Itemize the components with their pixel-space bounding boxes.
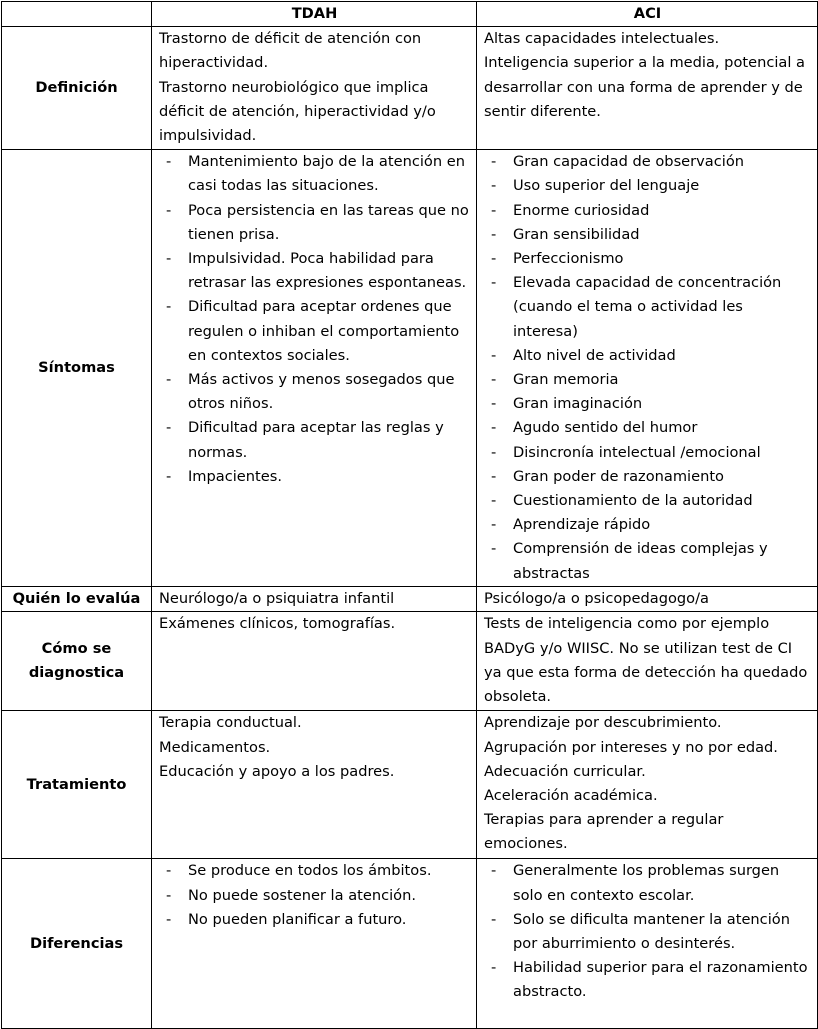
list-item: - Elevada capacidad de concentración (cuando el tema o actividad les interesa) <box>484 271 811 344</box>
table-body <box>2 27 818 1029</box>
row-label: Diferencias <box>2 859 152 1029</box>
list-item: - Agudo sentido del humor <box>484 416 811 440</box>
cell-line: Medicamentos. <box>159 738 271 756</box>
cell-line: Altas capacidades intelectuales. <box>484 30 720 48</box>
list-item: - Gran sensibilidad <box>484 223 811 247</box>
cell-line: Tests de inteligencia como por ejemplo BADyG y/o WIISC. No se utilizan test de CI ya que esta forma de detección ha quedado obsoleta. <box>484 615 808 706</box>
header-row <box>2 2 818 27</box>
comparison-table <box>1 1 818 1029</box>
aci-cell <box>477 27 818 150</box>
list-item: - Uso superior del lenguaje <box>484 174 811 198</box>
row-label: Tratamiento <box>2 711 152 859</box>
list-item: - Se produce en todos los ámbitos. <box>159 859 470 883</box>
list-item: - Gran poder de razonamiento <box>484 465 811 489</box>
tdah-cell <box>152 711 477 859</box>
cell-line: Aprendizaje por descubrimiento. <box>484 714 722 732</box>
cell-line: Agrupación por intereses y no por edad. <box>484 738 778 756</box>
list-item: - Solo se dificulta mantener la atención por aburrimiento o desinterés. <box>484 908 811 956</box>
cell-line: Terapias para aprender a regular emociones. <box>484 811 724 853</box>
cell-line: Terapia conductual. <box>159 714 302 732</box>
row-label: Síntomas <box>2 150 152 587</box>
row-como-se-diagnostica <box>2 612 818 711</box>
list-item: - Aprendizaje rápido <box>484 513 811 537</box>
bullet-list <box>484 150 811 586</box>
list-item: - No puede sostener la atención. <box>159 884 470 908</box>
header-corner-cell <box>2 2 152 27</box>
aci-cell <box>477 150 818 587</box>
list-item: - Perfeccionismo <box>484 247 811 271</box>
list-item: - Habilidad superior para el razonamiento abstracto. <box>484 956 811 1004</box>
tdah-cell <box>152 27 477 150</box>
list-item: - Enorme curiosidad <box>484 199 811 223</box>
row-label: Quién lo evalúa <box>2 587 152 612</box>
row-label: Cómo se diagnostica <box>2 612 152 711</box>
list-item: - Alto nivel de actividad <box>484 344 811 368</box>
tdah-cell <box>152 150 477 587</box>
row-label: Definición <box>2 27 152 150</box>
row-definicion <box>2 27 818 150</box>
list-item: - Poca persistencia en las tareas que no tienen prisa. <box>159 199 470 247</box>
tdah-cell <box>152 612 477 711</box>
cell-line: Inteligencia superior a la media, potencial a desarrollar con una forma de aprender y de sentir diferente. <box>484 54 805 120</box>
list-item: - Generalmente los problemas surgen solo en contexto escolar. <box>484 859 811 907</box>
cell-line: Psicólogo/a o psicopedagogo/a <box>484 590 709 608</box>
bullet-list <box>484 859 811 1004</box>
bullet-list <box>159 859 470 932</box>
aci-cell <box>477 587 818 612</box>
row-tratamiento <box>2 711 818 859</box>
header-aci: ACI <box>477 2 818 27</box>
row-diferencias <box>2 859 818 1029</box>
tdah-cell <box>152 587 477 612</box>
list-item: - Comprensión de ideas complejas y abstractas <box>484 537 811 585</box>
list-item: - Impacientes. <box>159 465 470 489</box>
row-quien-lo-evalua <box>2 587 818 612</box>
list-item: - Gran imaginación <box>484 392 811 416</box>
list-item: - Más activos y menos sosegados que otros niños. <box>159 368 470 416</box>
list-item: - Mantenimiento bajo de la atención en casi todas las situaciones. <box>159 150 470 198</box>
bullet-list <box>159 150 470 489</box>
cell-line: Trastorno neurobiológico que implica déficit de atención, hiperactividad y/o impulsividad. <box>159 78 436 145</box>
aci-cell <box>477 711 818 859</box>
aci-cell <box>477 859 818 1029</box>
list-item: - Gran memoria <box>484 368 811 392</box>
list-item: - Dificultad para aceptar ordenes que regulen o inhiban el comportamiento en contextos sociales. <box>159 295 470 368</box>
cell-line: Aceleración académica. <box>484 787 658 805</box>
list-item: - Gran capacidad de observación <box>484 150 811 174</box>
cell-line: Adecuación curricular. <box>484 762 646 780</box>
aci-cell <box>477 612 818 711</box>
row-sintomas <box>2 150 818 587</box>
list-item: - No pueden planificar a futuro. <box>159 908 470 932</box>
list-item: - Dificultad para aceptar las reglas y normas. <box>159 416 470 464</box>
cell-line: Trastorno de déficit de atención con hiperactividad. <box>159 30 422 72</box>
cell-line: Exámenes clínicos, tomografías. <box>159 615 396 633</box>
list-item: - Disincronía intelectual /emocional <box>484 441 811 465</box>
cell-line: Educación y apoyo a los padres. <box>159 762 395 780</box>
list-item: - Cuestionamiento de la autoridad <box>484 489 811 513</box>
tdah-cell <box>152 859 477 1029</box>
cell-line: Neurólogo/a o psiquiatra infantil <box>159 590 395 608</box>
header-tdah: TDAH <box>152 2 477 27</box>
list-item: - Impulsividad. Poca habilidad para retrasar las expresiones espontaneas. <box>159 247 470 295</box>
